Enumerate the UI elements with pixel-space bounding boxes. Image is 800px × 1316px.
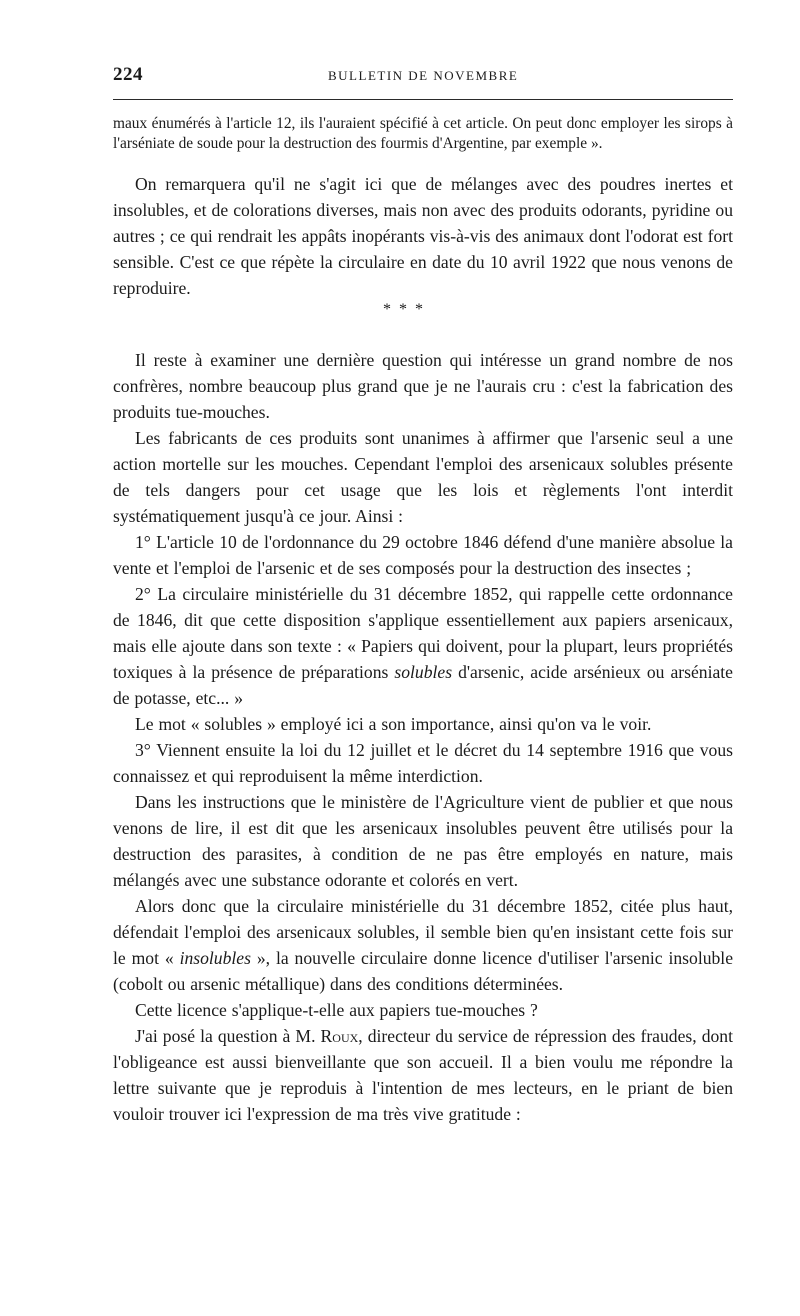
paragraph: Dans les instructions que le ministère de l'Agriculture vient de publier et que nous venons de lire, il est dit que les arsenicaux insolubles peuvent être utilisés pour la destruction des parasites, à condition de ne pas être employés en nature, mais mélangés avec une substance odorante et colorés en vert. (113, 792, 733, 890)
page-header (113, 64, 733, 88)
header-rule (113, 99, 733, 100)
text-run: Alors donc que la circulaire ministérielle du 31 décembre 1852, citée plus haut, défendait l'emploi des arsenicaux solubles, il semble bien qu'en insistant cette fois sur le mot « (113, 896, 733, 968)
paragraph (113, 1023, 733, 1127)
paragraph: Le mot « solubles » employé ici a son importance, ainsi qu'on va le voir. (135, 714, 652, 734)
asterism: * * * (383, 301, 425, 318)
paragraph: Les fabricants de ces produits sont unanimes à affirmer que l'arsenic seul a une action mortelle sur les mouches. Cependant l'emploi des arsenicaux solubles présente de tels dangers pour cet usage que les lois et règlements l'ont interdit systématiquement jusqu'à ce jour. Ainsi : (113, 428, 733, 526)
text-run: , directeur du service de répression des fraudes, dont l'obligeance est aussi bienveillante que son accueil. Il a bien voulu me répondre la lettre suivante que je reproduis à l'intention de mes lecteurs, en le priant de bien vouloir trouver ici l'expression de ma très vive gratitude : (113, 1026, 733, 1124)
paragraph: Cette licence s'applique-t-elle aux papiers tue-mouches ? (135, 1000, 538, 1020)
paragraph: Il reste à examiner une dernière question qui intéresse un grand nombre de nos confrères, nombre beaucoup plus grand que je ne l'aurais cru : c'est la fabrication des produits tue-mouches. (113, 350, 733, 422)
body-text (113, 114, 733, 1127)
text-run: », la nouvelle circulaire donne licence d'utiliser l'arsenic insoluble (cobolt ou arsenic métallique) dans des conditions déterminées. (113, 948, 734, 994)
page-number: 224 (113, 64, 143, 85)
paragraph (113, 893, 733, 997)
italic-term: insolubles (179, 948, 251, 968)
list-item-2 (113, 581, 733, 711)
section-separator (113, 301, 733, 347)
italic-term: solubles (394, 662, 453, 682)
list-item-1: 1° L'article 10 de l'ordonnance du 29 octobre 1846 défend d'une manière absolue la vente et l'emploi de l'arsenic et de ses composés pour la destruction des insectes ; (113, 532, 733, 578)
text-run: 2° La circulaire ministérielle du 31 décembre 1852, qui rappelle cette ordonnance de 1846, dit que cette disposition s'applique essentiellement aux papiers arsenicaux, mais elle ajoute dans son texte : « Papiers qui doivent, pour la plupart, leurs propriétés toxiques à la présence de préparations (113, 584, 733, 682)
text-run: J'ai posé la question à M. (135, 1026, 321, 1046)
person-name: Roux (320, 1026, 359, 1046)
paragraph: On remarquera qu'il ne s'agit ici que de mélanges avec des poudres inertes et insolubles, et de colorations diverses, mais non avec des produits odorants, pyridine ou autres ; ce qui rendrait les appâts inopérants vis-à-vis des animaux dont l'odorat est fort sensible. C'est ce que répète la circulaire en date du 10 avril 1922 que nous venons de reproduire. (113, 174, 733, 298)
list-item-3: 3° Viennent ensuite la loi du 12 juillet et le décret du 14 septembre 1916 que vous connaissez et qui reproduisent la même interdiction. (113, 740, 733, 786)
text-run: d'arsenic, acide arsénieux ou arséniate de potasse, etc... » (113, 662, 733, 708)
paragraph-quote-end: maux énumérés à l'article 12, ils l'auraient spécifié à cet article. On peut donc employer les sirops à l'arséniate de soude pour la destruction des fourmis d'Argentine, par exemple ». (113, 115, 733, 152)
running-head: BULLETIN DE NOVEMBRE (328, 68, 519, 83)
